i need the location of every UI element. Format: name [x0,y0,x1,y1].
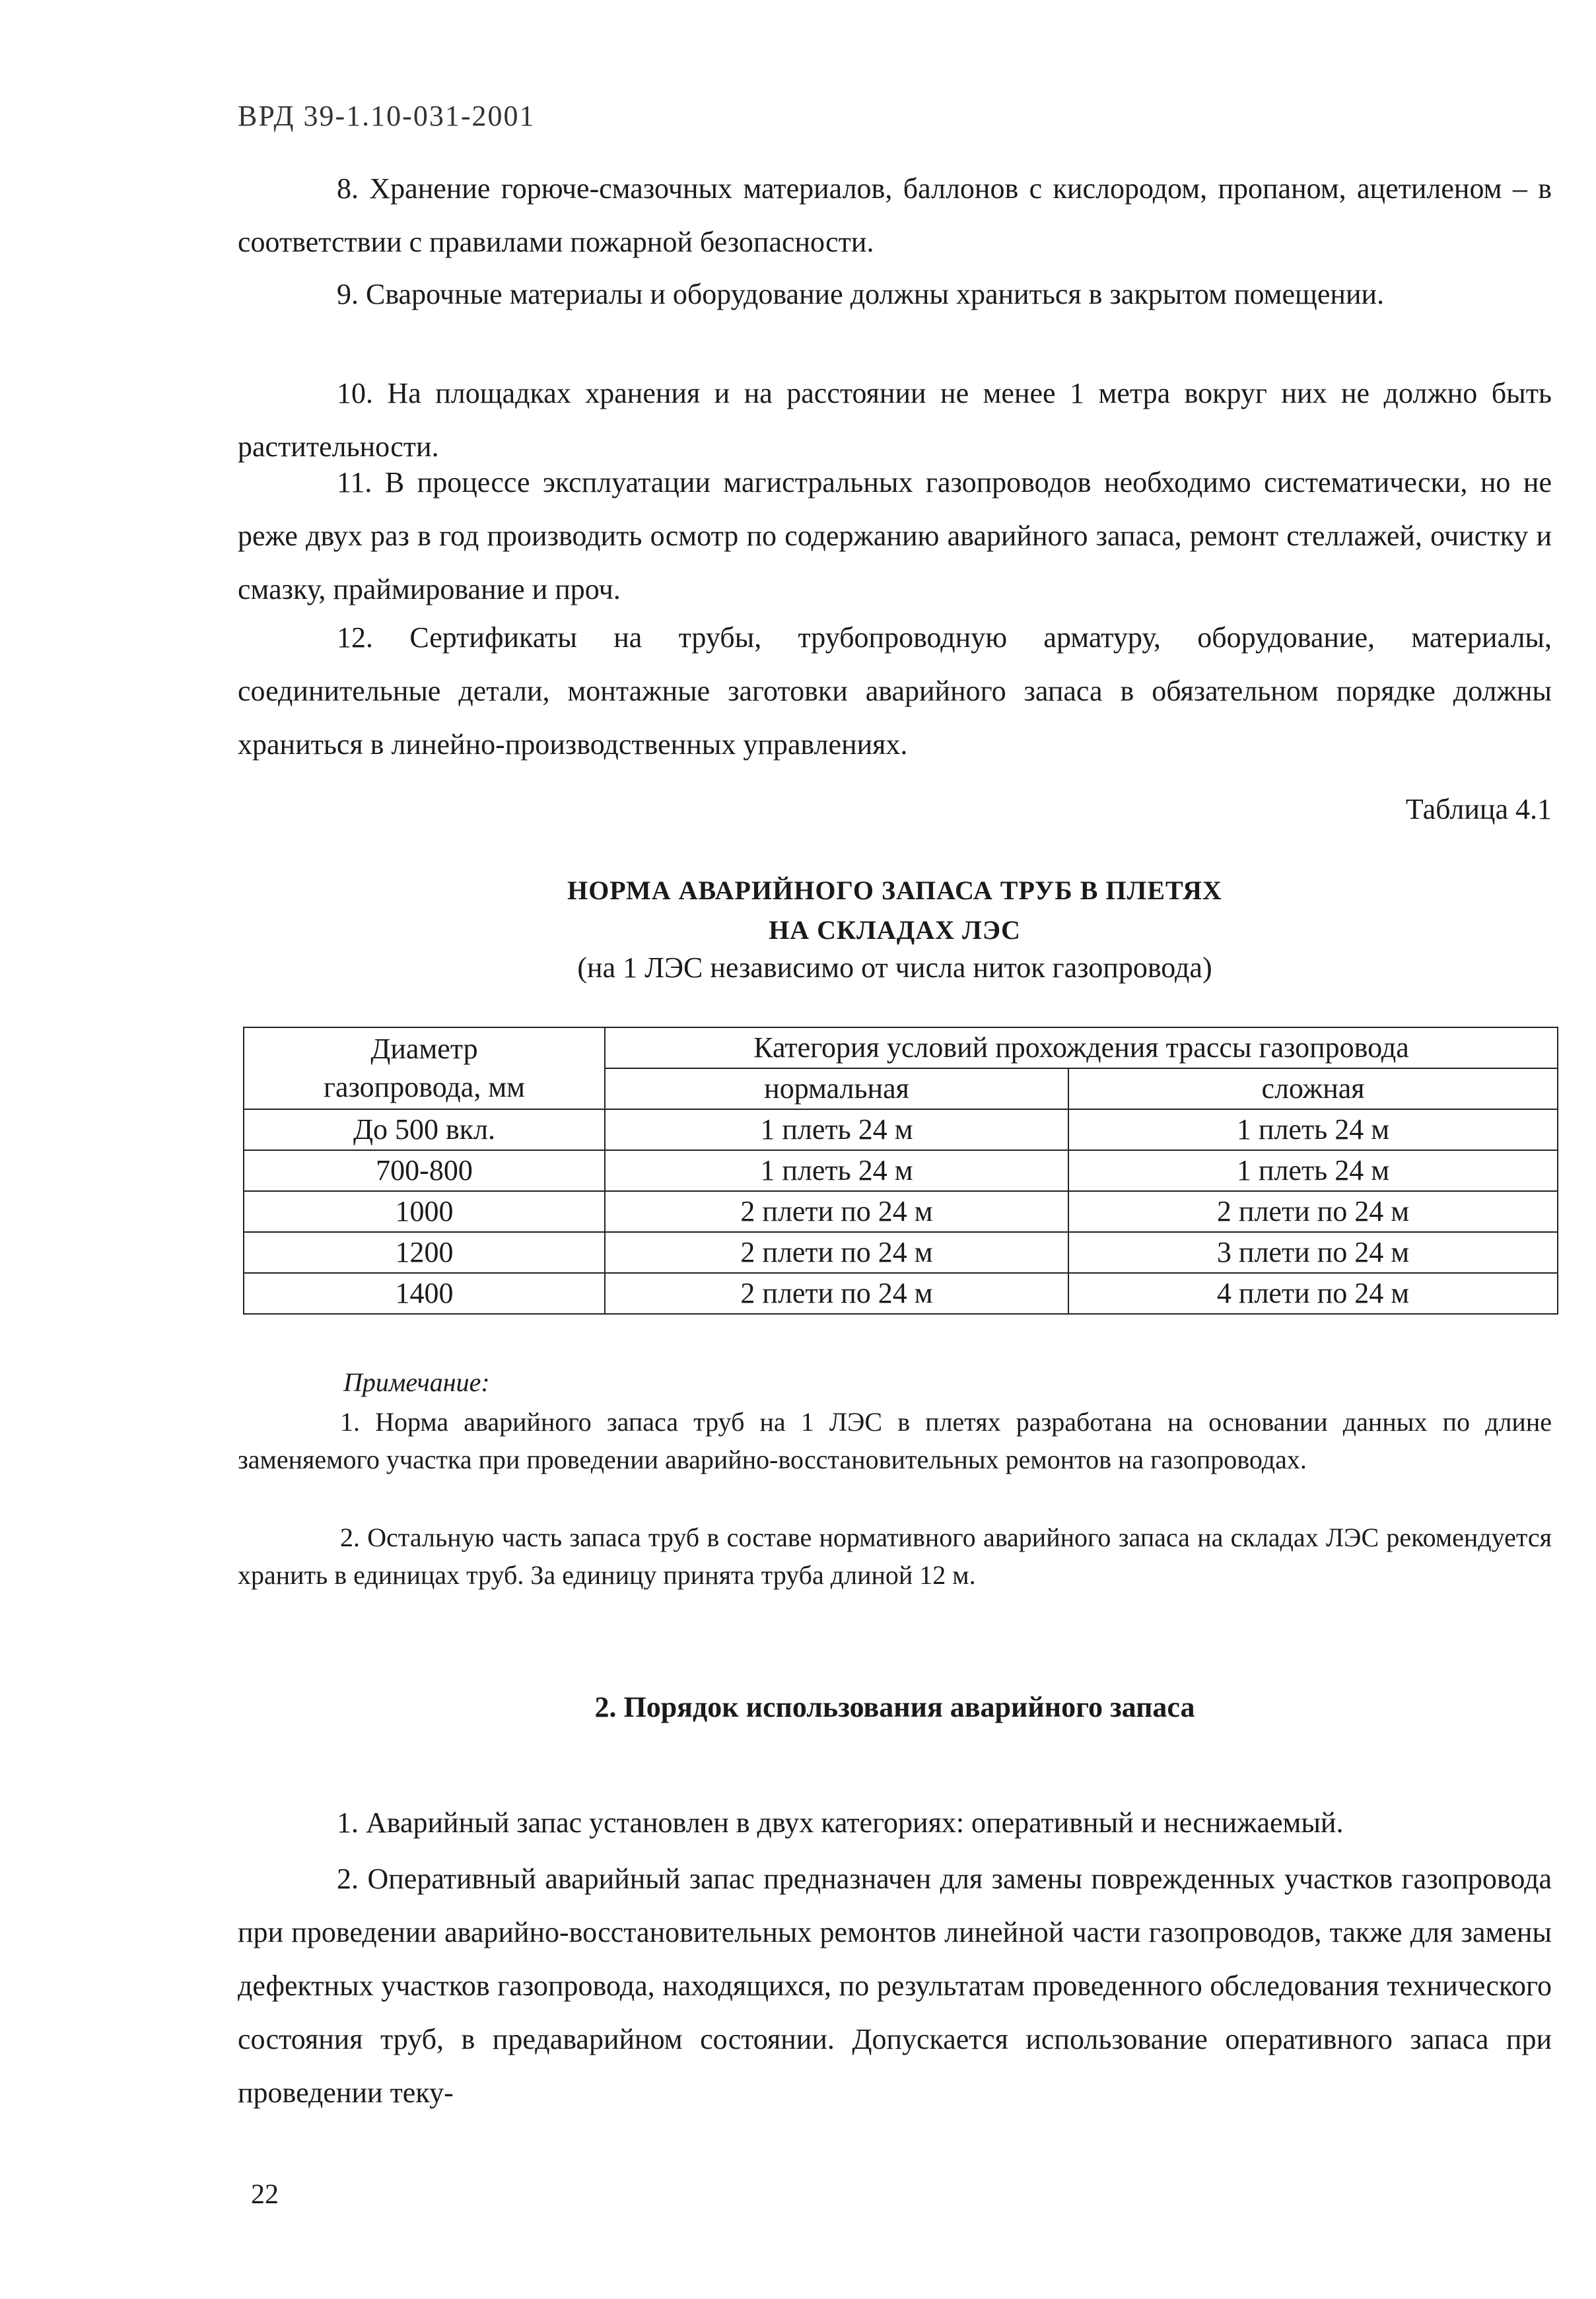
table-label: Таблица 4.1 [1405,793,1552,825]
header-diameter-line1: Диаметр [370,1033,478,1065]
table-subtitle: (на 1 ЛЭС независимо от числа ниток газопровода) [577,951,1212,984]
paragraph-9 [238,267,1552,321]
cell-normal: 1 плеть 24 м [605,1150,1068,1191]
header-diameter [244,1027,605,1109]
page-number: 22 [251,2179,279,2210]
cell-normal: 2 плети по 24 м [605,1232,1068,1273]
note-item-2-text: 2. Остальную часть запаса труб в составе нормативного аварийного запаса на складах ЛЭС рекомендуется хранить в единицах труб. За единицу принята труба длиной 12 м. [238,1523,1552,1590]
table-row [244,1191,1558,1232]
cell-diameter: 700-800 [244,1150,605,1191]
cell-normal: 2 плети по 24 м [605,1273,1068,1314]
table-row [244,1232,1558,1273]
table-row [244,1273,1558,1314]
cell-normal: 2 плети по 24 м [605,1191,1068,1232]
paragraph-10-text: 10. На площадках хранения и на расстоянии не менее 1 метра вокруг них не должно быть растительности. [238,377,1552,463]
cell-complex: 1 плеть 24 м [1068,1150,1558,1191]
cell-diameter: 1400 [244,1273,605,1314]
cell-diameter: До 500 вкл. [244,1109,605,1150]
section-paragraph-1 [238,1796,1552,1849]
section-heading: 2. Порядок использования аварийного запаса [594,1691,1195,1723]
document-code: ВРД 39-1.10-031-2001 [238,100,536,132]
table-row [244,1150,1558,1191]
header-category-group: Категория условий прохождения трассы газопровода [605,1027,1558,1068]
section-paragraph-1-text: 1. Аварийный запас установлен в двух категориях: оперативный и неснижаемый. [337,1806,1344,1839]
cell-normal: 1 плеть 24 м [605,1109,1068,1150]
header-complex: сложная [1068,1068,1558,1109]
table-title-line2: НА СКЛАДАХ ЛЭС [769,915,1021,945]
paragraph-12 [238,611,1552,771]
paragraph-9-text: 9. Сварочные материалы и оборудование должны храниться в закрытом помещении. [337,278,1385,310]
reserve-norm-table [243,1027,1558,1315]
cell-diameter: 1200 [244,1232,605,1273]
cell-complex: 3 плети по 24 м [1068,1232,1558,1273]
note-title: Примечание: [343,1367,490,1397]
table-row [244,1109,1558,1150]
cell-complex: 1 плеть 24 м [1068,1109,1558,1150]
paragraph-11-text: 11. В процессе эксплуатации магистральных газопроводов необходимо систематически, но не реже двух раз в год производить осмотр по содержанию аварийного запаса, ремонт стеллажей, очистку и смазку, праймирование и проч. [238,466,1552,605]
cell-complex: 2 плети по 24 м [1068,1191,1558,1232]
note-item-1-text: 1. Норма аварийного запаса труб на 1 ЛЭС в плетях разработана на основании данных по длине заменяемого участка при проведении аварийно-восстановительных ремонтов на газопроводах. [238,1407,1552,1474]
section-paragraph-2-text: 2. Оперативный аварийный запас предназначен для замены поврежденных участков газопровода при проведении аварийно-восстановительных ремонтов линейной части газопроводов, также для замены дефектных участков газопровода, находящихся, по результатам проведенного обследования технического состояния труб, в предаварийном состоянии. Допускается использование оперативного запаса при проведении теку- [238,1863,1552,2109]
header-normal: нормальная [605,1068,1068,1109]
section-paragraph-2 [238,1852,1552,2119]
cell-complex: 4 плети по 24 м [1068,1273,1558,1314]
header-diameter-line2: газопровода, мм [323,1071,526,1103]
paragraph-12-text: 12. Сертификаты на трубы, трубопроводную арматуру, оборудование, материалы, соединительные детали, монтажные заготовки аварийного запаса в обязательном порядке должны храниться в линейно-производственных управлениях. [238,621,1552,761]
paragraph-8-text: 8. Хранение горюче-смазочных материалов, баллонов с кислородом, пропаном, ацетиленом – в соответствии с правилами пожарной безопасности. [238,172,1552,258]
paragraph-8 [238,162,1552,269]
note-item-1 [238,1403,1552,1478]
paragraph-11 [238,456,1552,616]
table-title-line1: НОРМА АВАРИЙНОГО ЗАПАСА ТРУБ В ПЛЕТЯХ [567,875,1222,905]
cell-diameter: 1000 [244,1191,605,1232]
note-item-2 [238,1519,1552,1594]
table-header-row [244,1027,1558,1068]
